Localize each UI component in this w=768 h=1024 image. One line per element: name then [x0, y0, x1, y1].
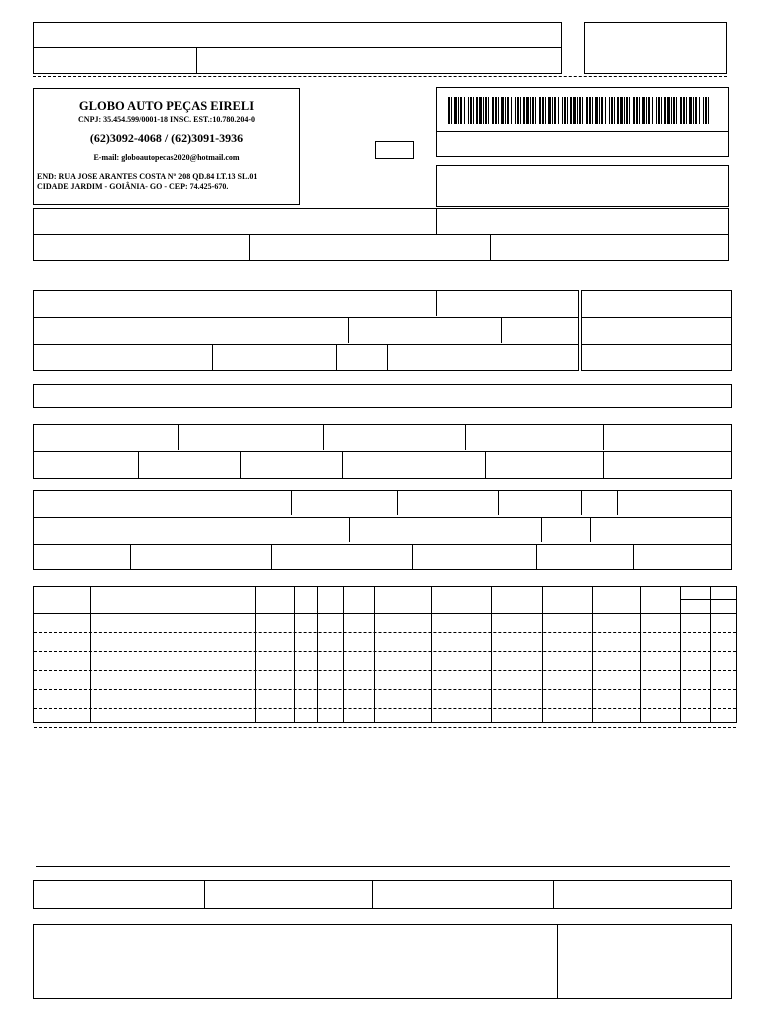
receipt-stub [33, 22, 562, 74]
company-registration: CNPJ: 35.454.599/0001-18 INSC. EST.:10.780.204-0 [78, 115, 255, 124]
company-info [33, 88, 300, 205]
items-column-divider [680, 587, 681, 722]
recipient-dates-box [581, 290, 732, 371]
items-column-divider [374, 587, 375, 722]
cut-line [33, 76, 727, 77]
items-column-divider [294, 587, 295, 722]
table-row [34, 670, 736, 671]
table-row [34, 632, 736, 633]
items-column-divider [317, 587, 318, 722]
recipient-box [33, 290, 579, 371]
company-address-line2: CIDADE JARDIM - GOIÂNIA- GO - CEP: 74.425-670. [37, 182, 229, 191]
items-column-divider [343, 587, 344, 722]
company-address-line1: END: RUA JOSE ARANTES COSTA Nº 208 QD.84 LT.13 SL.01 [37, 172, 258, 181]
items-table [33, 586, 737, 723]
items-column-divider [90, 587, 91, 722]
transporter-box [33, 490, 732, 570]
items-column-divider [710, 587, 711, 722]
invoice-box [33, 384, 732, 408]
additional-info-box [33, 924, 732, 999]
table-row [34, 708, 736, 709]
items-subheader-line [680, 599, 736, 600]
table-row [34, 727, 736, 728]
items-column-divider [640, 587, 641, 722]
operation-type-box [375, 141, 414, 159]
company-email: E-mail: globoautopecas2020@hotmail.com [93, 153, 240, 162]
barcode-icon [448, 97, 710, 124]
footer-separator [36, 866, 730, 867]
company-phone: (62)3092-4068 / (62)3091-3936 [89, 131, 244, 145]
invoice-number-box [584, 22, 727, 74]
access-key-box [436, 165, 729, 207]
operation-nature-row [33, 208, 729, 261]
items-column-divider [592, 587, 593, 722]
items-column-divider [255, 587, 256, 722]
items-column-divider [491, 587, 492, 722]
items-column-divider [431, 587, 432, 722]
issqn-box [33, 880, 732, 909]
items-column-divider [542, 587, 543, 722]
tax-calculation-box [33, 424, 732, 479]
table-row [34, 689, 736, 690]
company-name: GLOBO AUTO PEÇAS EIRELI [78, 99, 255, 113]
table-row [34, 651, 736, 652]
